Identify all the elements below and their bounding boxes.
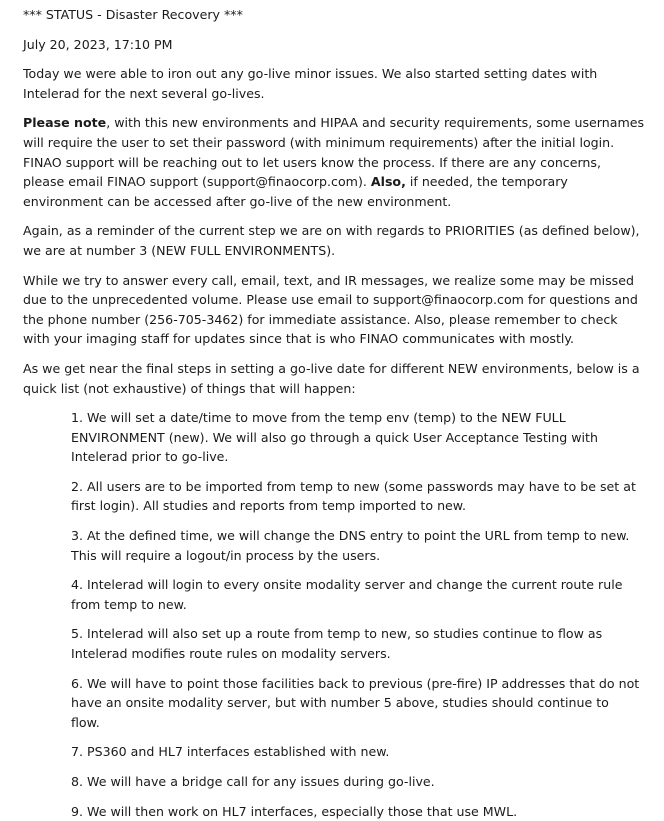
status-title: *** STATUS - Disaster Recovery *** (23, 7, 243, 22)
reminder-paragraph: Again, as a reminder of the current step we are on with regards to PRIORITIES (as defined below), we are at number 3 (NEW FULL ENVIRONMENTS). (23, 223, 640, 258)
list-item: 7. PS360 and HL7 interfaces established with new. (71, 744, 390, 760)
contact-paragraph: While we try to answer every call, email, text, and IR messages, we realize some may be missed due to the unprecedented volume. Please use email to support@finaocorp.com for questions and the phone number (256-705-3462) for immediate assistance. Also, please remember to check with your imaging staff for updates since that is who FINAO communicates with mostly. (23, 272, 638, 347)
list-intro-paragraph: As we get near the final steps in setting a go-live date for different NEW environments, below is a quick list (not exhaustive) of things that will happen: (23, 360, 640, 396)
note-text-2: if needed, the temporary environment can be accessed after go-live of the new environment. (23, 174, 568, 209)
status-date: July 20, 2023, 17:10 PM (23, 36, 173, 52)
list-item: 6. We will have to point those facilities back to previous (pre-fire) IP addresses that do not have an onsite modality server, but with number 5 above, studies should continue to flow. (71, 675, 640, 730)
list-item: 8. We will have a bridge call for any issues during go-live. (71, 774, 435, 789)
steps-list (23, 408, 646, 821)
note-also-bold: Also, (370, 174, 406, 190)
list-item: 1. We will set a date/time to move from the temp env (temp) to the NEW FULL ENVIRONMENT (new). We will also go through a quick User Acceptance Testing with Intelerad prior to go-live. (71, 410, 598, 465)
note-text-1: , with this new environments and HIPAA and security requirements, some usernames will require the user to set their password (with minimum requirements) after the initial login. FINAO support will be reaching out to let users know the process. If there are any concerns, please email FINAO support (support@finaocorp.com). (23, 115, 645, 190)
list-item: 4. Intelerad will login to every onsite modality server and change the current route rule from temp to new. (71, 577, 623, 612)
list-item: 2. All users are to be imported from temp to new (some passwords may have to be set at first login). All studies and reports from temp imported to new. (71, 478, 636, 514)
note-bold-label: Please note (23, 115, 107, 131)
intro-paragraph: Today we were able to iron out any go-live minor issues. We also started setting dates with Intelerad for the next several go-lives. (23, 66, 598, 101)
list-item: 9. We will then work on HL7 interfaces, especially those that use MWL. (71, 803, 518, 819)
list-item: 5. Intelerad will also set up a route from temp to new, so studies continue to flow as Intelerad modifies route rules on modality servers. (71, 626, 603, 662)
list-item: 3. At the defined time, we will change the DNS entry to point the URL from temp to new. This will require a logout/in process by the users. (71, 528, 630, 563)
note-paragraph (23, 113, 646, 211)
